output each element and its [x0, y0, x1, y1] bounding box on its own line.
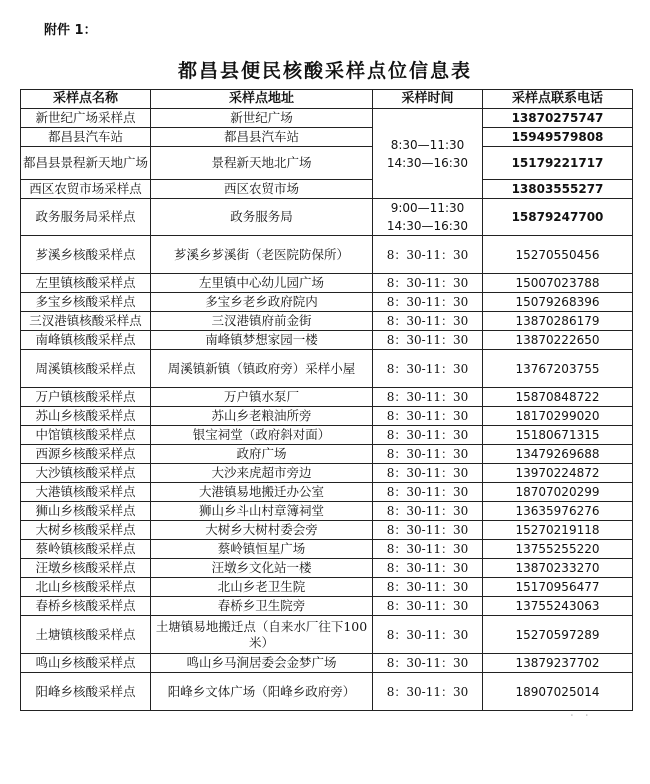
table-row — [21, 559, 633, 578]
contact-phone-cell: 13879237702 — [483, 654, 633, 673]
table-row — [21, 199, 633, 236]
table-row — [21, 616, 633, 654]
contact-phone-cell: 15949579808 — [483, 128, 633, 147]
site-address-cell: 都昌县汽车站 — [151, 128, 373, 147]
site-address-cell: 西区农贸市场 — [151, 180, 373, 199]
table-row — [21, 445, 633, 464]
contact-phone-cell: 15879247700 — [483, 199, 633, 236]
contact-phone-cell: 15180671315 — [483, 426, 633, 445]
table-row — [21, 274, 633, 293]
sampling-time-cell: 8：30-11：30 — [373, 540, 483, 559]
site-address-cell: 汪墩乡文化站一楼 — [151, 559, 373, 578]
sampling-time-cell: 8：30-11：30 — [373, 559, 483, 578]
sampling-time-cell: 8：30-11：30 — [373, 616, 483, 654]
sampling-time-cell: 8:30—11:30 14:30—16:30 — [373, 109, 483, 199]
contact-phone-cell: 13970224872 — [483, 464, 633, 483]
sampling-time-cell: 8：30-11：30 — [373, 331, 483, 350]
site-name-cell: 三汊港镇核酸采样点 — [21, 312, 151, 331]
contact-phone-cell: 13870222650 — [483, 331, 633, 350]
contact-phone-cell: 13755243063 — [483, 597, 633, 616]
table-row — [21, 502, 633, 521]
site-address-cell: 新世纪广场 — [151, 109, 373, 128]
table-row — [21, 128, 633, 147]
sampling-time-cell: 8：30-11：30 — [373, 654, 483, 673]
contact-phone-cell: 15270597289 — [483, 616, 633, 654]
sampling-time-cell: 8：30-11：30 — [373, 426, 483, 445]
site-address-cell: 北山乡老卫生院 — [151, 578, 373, 597]
table-row — [21, 673, 633, 711]
site-name-cell: 芗溪乡核酸采样点 — [21, 236, 151, 274]
contact-phone-cell: 18907025014 — [483, 673, 633, 711]
sampling-time-cell: 8：30-11：30 — [373, 407, 483, 426]
site-name-cell: 政务服务局采样点 — [21, 199, 151, 236]
site-address-cell: 银宝祠堂（政府斜对面） — [151, 426, 373, 445]
site-name-cell: 大沙镇核酸采样点 — [21, 464, 151, 483]
contact-phone-cell: 15079268396 — [483, 293, 633, 312]
site-address-cell: 景程新天地北广场 — [151, 147, 373, 180]
site-name-cell: 南峰镇核酸采样点 — [21, 331, 151, 350]
site-address-cell: 阳峰乡文体广场（阳峰乡政府旁） — [151, 673, 373, 711]
table-row — [21, 654, 633, 673]
table-row — [21, 540, 633, 559]
contact-phone-cell: 13870275747 — [483, 109, 633, 128]
watermark: · · — [569, 708, 592, 724]
page-title: 都昌县便民核酸采样点位信息表 — [177, 60, 472, 82]
sampling-time-cell: 8：30-11：30 — [373, 236, 483, 274]
site-address-cell: 左里镇中心幼儿园广场 — [151, 274, 373, 293]
table-row — [21, 483, 633, 502]
site-name-cell: 土塘镇核酸采样点 — [21, 616, 151, 654]
site-address-cell: 苏山乡老粮油所旁 — [151, 407, 373, 426]
sampling-time-cell: 8：30-11：30 — [373, 673, 483, 711]
contact-phone-cell: 18170299020 — [483, 407, 633, 426]
site-name-cell: 狮山乡核酸采样点 — [21, 502, 151, 521]
sampling-time-cell: 8：30-11：30 — [373, 445, 483, 464]
header-site-name: 采样点名称 — [21, 90, 151, 109]
table-row — [21, 147, 633, 180]
contact-phone-cell: 15179221717 — [483, 147, 633, 180]
header-contact-phone: 采样点联系电话 — [483, 90, 633, 109]
site-name-cell: 都昌县汽车站 — [21, 128, 151, 147]
table-row — [21, 109, 633, 128]
site-name-cell: 苏山乡核酸采样点 — [21, 407, 151, 426]
site-name-cell: 周溪镇核酸采样点 — [21, 350, 151, 388]
site-address-cell: 土塘镇易地搬迁点（自来水厂往下100米） — [151, 616, 373, 654]
table-row — [21, 293, 633, 312]
table-row — [21, 312, 633, 331]
table-row — [21, 350, 633, 388]
site-name-cell: 大树乡核酸采样点 — [21, 521, 151, 540]
contact-phone-cell: 13635976276 — [483, 502, 633, 521]
sampling-time-cell: 8：30-11：30 — [373, 274, 483, 293]
header-site-address: 采样点地址 — [151, 90, 373, 109]
sampling-time-cell: 8：30-11：30 — [373, 388, 483, 407]
site-address-cell: 万户镇水泵厂 — [151, 388, 373, 407]
contact-phone-cell: 13479269688 — [483, 445, 633, 464]
contact-phone-cell: 13870286179 — [483, 312, 633, 331]
sampling-time-cell: 8：30-11：30 — [373, 293, 483, 312]
site-name-cell: 中馆镇核酸采样点 — [21, 426, 151, 445]
table-row — [21, 521, 633, 540]
site-name-cell: 西区农贸市场采样点 — [21, 180, 151, 199]
site-name-cell: 北山乡核酸采样点 — [21, 578, 151, 597]
sampling-time-cell: 8：30-11：30 — [373, 312, 483, 331]
site-name-cell: 左里镇核酸采样点 — [21, 274, 151, 293]
site-address-cell: 大港镇易地搬迁办公室 — [151, 483, 373, 502]
sampling-sites-table — [20, 89, 633, 711]
site-address-cell: 政务服务局 — [151, 199, 373, 236]
site-name-cell: 万户镇核酸采样点 — [21, 388, 151, 407]
site-address-cell: 大树乡大树村委会旁 — [151, 521, 373, 540]
site-name-cell: 蔡岭镇核酸采样点 — [21, 540, 151, 559]
sampling-time-cell: 8：30-11：30 — [373, 597, 483, 616]
contact-phone-cell: 13755255220 — [483, 540, 633, 559]
contact-phone-cell: 18707020299 — [483, 483, 633, 502]
attachment-label: 附件 1： — [44, 23, 97, 38]
site-address-cell: 政府广场 — [151, 445, 373, 464]
site-address-cell: 周溪镇新镇（镇政府旁）采样小屋 — [151, 350, 373, 388]
sampling-time-cell: 8：30-11：30 — [373, 578, 483, 597]
site-name-cell: 大港镇核酸采样点 — [21, 483, 151, 502]
table-row — [21, 331, 633, 350]
sampling-time-cell: 8：30-11：30 — [373, 464, 483, 483]
contact-phone-cell: 15170956477 — [483, 578, 633, 597]
contact-phone-cell: 13870233270 — [483, 559, 633, 578]
table-row — [21, 597, 633, 616]
table-row — [21, 388, 633, 407]
contact-phone-cell: 15007023788 — [483, 274, 633, 293]
site-name-cell: 春桥乡核酸采样点 — [21, 597, 151, 616]
sampling-time-cell: 8：30-11：30 — [373, 521, 483, 540]
site-name-cell: 多宝乡核酸采样点 — [21, 293, 151, 312]
contact-phone-cell: 15270550456 — [483, 236, 633, 274]
site-name-cell: 新世纪广场采样点 — [21, 109, 151, 128]
table-row — [21, 578, 633, 597]
site-address-cell: 多宝乡老乡政府院内 — [151, 293, 373, 312]
table-row — [21, 426, 633, 445]
site-name-cell: 阳峰乡核酸采样点 — [21, 673, 151, 711]
site-address-cell: 三汊港镇府前金街 — [151, 312, 373, 331]
site-address-cell: 狮山乡斗山村章簿祠堂 — [151, 502, 373, 521]
sampling-time-cell: 9:00—11:30 14:30—16:30 — [373, 199, 483, 236]
sampling-time-cell: 8：30-11：30 — [373, 483, 483, 502]
site-address-cell: 蔡岭镇恒星广场 — [151, 540, 373, 559]
header-sampling-time: 采样时间 — [373, 90, 483, 109]
contact-phone-cell: 13767203755 — [483, 350, 633, 388]
site-name-cell: 都昌县景程新天地广场 — [21, 147, 151, 180]
site-name-cell: 汪墩乡核酸采样点 — [21, 559, 151, 578]
site-address-cell: 大沙来虎超市旁边 — [151, 464, 373, 483]
contact-phone-cell: 15270219118 — [483, 521, 633, 540]
contact-phone-cell: 13803555277 — [483, 180, 633, 199]
table-row — [21, 236, 633, 274]
sampling-time-cell: 8：30-11：30 — [373, 502, 483, 521]
table-header-row — [21, 90, 633, 109]
table-row — [21, 464, 633, 483]
sampling-time-cell: 8：30-11：30 — [373, 350, 483, 388]
contact-phone-cell: 15870848722 — [483, 388, 633, 407]
site-address-cell: 芗溪乡芗溪街（老医院防保所） — [151, 236, 373, 274]
table-row — [21, 180, 633, 199]
site-address-cell: 春桥乡卫生院旁 — [151, 597, 373, 616]
table-row — [21, 407, 633, 426]
site-name-cell: 鸣山乡核酸采样点 — [21, 654, 151, 673]
site-address-cell: 鸣山乡马涧居委会金梦广场 — [151, 654, 373, 673]
site-name-cell: 西源乡核酸采样点 — [21, 445, 151, 464]
site-address-cell: 南峰镇梦想家园一楼 — [151, 331, 373, 350]
